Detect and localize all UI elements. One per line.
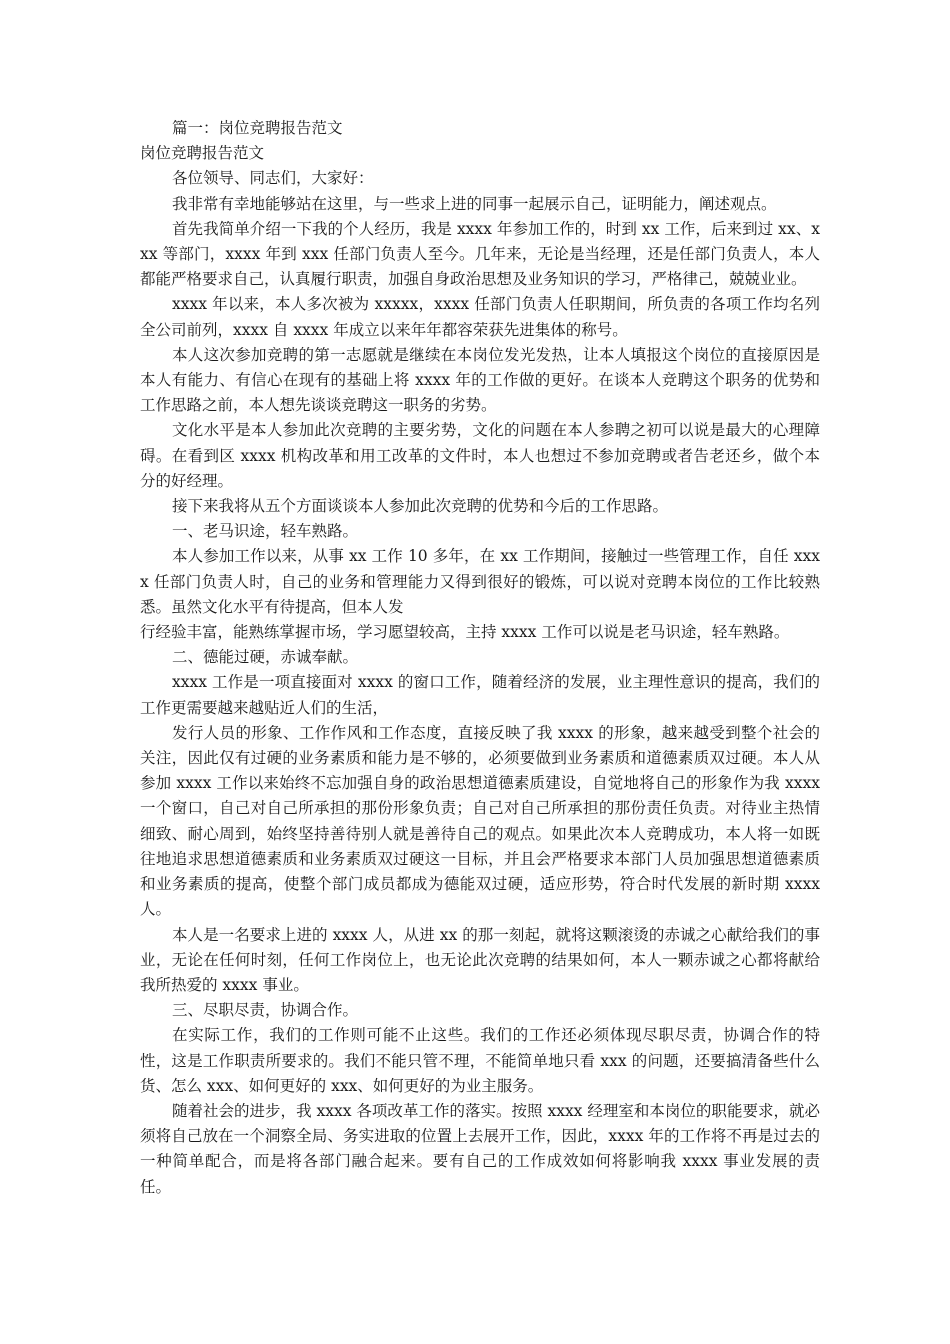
paragraph: 发行人员的形象、工作作风和工作态度，直接反映了我 xxxx 的形象，越来越受到整个社会的关注，因此仅有过硬的业务素质和能力是不够的，必须要做到业务素质和道德素质双过硬。本人从参加 xxxx 工作以来始终不忘加强自身的政治思想道德素质建设，自觉地将自己的形象作为我 xxxx 一个窗口，自己对自己所承担的那份形象负责；自己对自己所承担的那份责任负责。对待业主热情细致、耐心周到，始终坚持善待别人就是善待自己的观点。如果此次本人竞聘成功，本人将一如既往地追求思想道德素质和业务素质双过硬这一目标，并且会严格要求本部门人员加强思想道德素质和业务素质的提高，使整个部门成员都成为德能双过硬，适应形势，符合时代发展的新时期 xxxx 人。 bbox=[140, 723, 820, 919]
paragraph: 首先我简单介绍一下我的个人经历，我是 xxxx 年参加工作的，时到 xx 工作，后来到过 xx、xxx 等部门，xxxx 年到 xxx 任部门负责人至今。几年来，无论是当经理，还是任部门负责人，本人都能严格要求自己，认真履行职责，加强自身政治思想及业务知识的学习，严格律己，兢兢业业。 bbox=[140, 219, 820, 289]
paragraph: 在实际工作，我们的工作则可能不止这些。我们的工作还必须体现尽职尽责，协调合作的特性，这是工作职责所要求的。我们不能只管不理，不能简单地只看 xxx 的问题，还要搞清备些什么货、怎么 xxx、如何更好的 xxx、如何更好的为业主服务。 bbox=[140, 1026, 820, 1095]
document-page bbox=[140, 116, 820, 1200]
paragraph: 接下来我将从五个方面谈谈本人参加此次竞聘的优势和今后的工作思路。 bbox=[172, 497, 669, 516]
greeting: 各位领导、同志们，大家好： bbox=[172, 169, 374, 188]
paragraph: 本人这次参加竞聘的第一志愿就是继续在本岗位发光发热，让本人填报这个岗位的直接原因是本人有能力、有信心在现有的基础上将 xxxx 年的工作做的更好。在谈本人竞聘这个职务的优势和工作思路之前，本人想先谈谈竞聘这一职务的劣势。 bbox=[140, 345, 820, 415]
paragraph-continuation: 行经验丰富，能熟练掌握市场，学习愿望较高，主持 xxxx 工作可以说是老马识途，轻车熟路。 bbox=[140, 623, 790, 642]
paragraph: 本人参加工作以来，从事 xx 工作 10 多年，在 xx 工作期间，接触过一些管理工作，自任 xxxx 任部门负责人时，自己的业务和管理能力又得到很好的锻炼，可以说对竞聘本岗位的工作比较熟悉。虽然文化水平有待提高，但本人发 bbox=[140, 547, 820, 616]
document-heading: 篇一：岗位竞聘报告范文 bbox=[172, 119, 343, 137]
paragraph: xxxx 年以来，本人多次被为 xxxxx，xxxx 任部门负责人任职期间，所负责的各项工作均名列全公司前列，xxxx 自 xxxx 年成立以来年年都容荣获先进集体的称号。 bbox=[140, 295, 820, 339]
paragraph: xxxx 工作是一项直接面对 xxxx 的窗口工作，随着经济的发展，业主理性意识的提高，我们的工作更需要越来越贴近人们的生活， bbox=[140, 673, 820, 717]
paragraph: 我非常有幸地能够站在这里，与一些求上进的同事一起展示自己，证明能力，阐述观点。 bbox=[172, 194, 777, 213]
paragraph: 本人是一名要求上进的 xxxx 人，从进 xx 的那一刻起，就将这颗滚烫的赤诚之心献给我们的事业，无论在任何时刻，任何工作岗位上，也无论此次竞聘的结果如何，本人一颗赤诚之心都将献给我所热爱的 xxxx 事业。 bbox=[140, 925, 820, 994]
document-title: 岗位竞聘报告范文 bbox=[140, 144, 265, 163]
section-heading: 二、德能过硬，赤诚奉献。 bbox=[172, 648, 359, 667]
paragraph: 文化水平是本人参加此次竞聘的主要劣势，文化的问题在本人参聘之初可以说是最大的心理障碍。在看到区 xxxx 机构改革和用工改革的文件时，本人也想过不参加竞聘或者告老还乡，做个本分的好经理。 bbox=[140, 421, 820, 490]
paragraph: 随着社会的进步，我 xxxx 各项改革工作的落实。按照 xxxx 经理室和本岗位的职能要求，就必须将自己放在一个洞察全局、务实进取的位置上去展开工作，因此，xxxx 年的工作将不再是过去的一种简单配合，而是将各部门融合起来。要有自己的工作成效如何将影响我 xxxx 事业发展的责任。 bbox=[140, 1101, 820, 1196]
section-heading: 三、尽职尽责，协调合作。 bbox=[172, 1001, 359, 1020]
section-heading: 一、老马识途，轻车熟路。 bbox=[172, 522, 359, 541]
